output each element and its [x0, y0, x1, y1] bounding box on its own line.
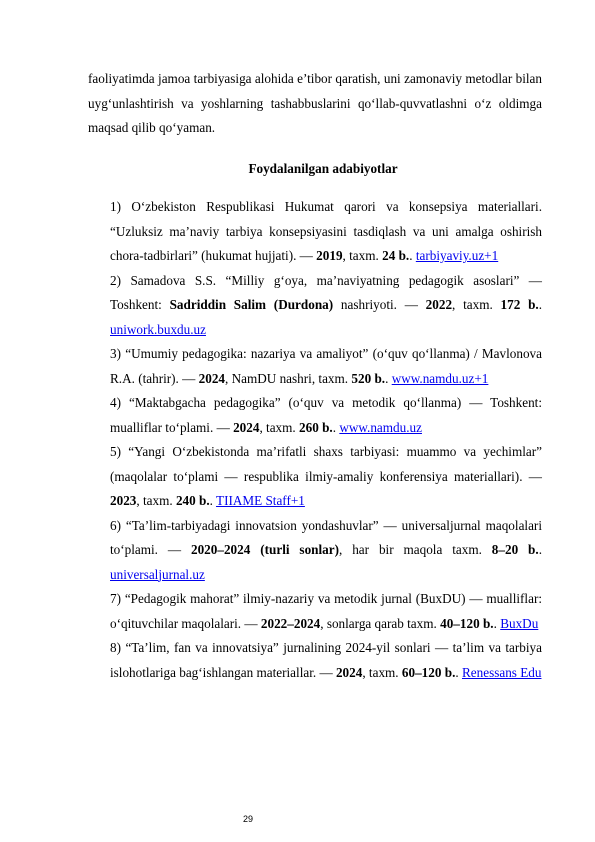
reference-number: 3)	[110, 346, 121, 361]
reference-number: 4)	[110, 395, 121, 410]
reference-number: 5)	[110, 444, 121, 459]
reference-link[interactable]: tarbiyaviy.uz+1	[415, 248, 499, 263]
page-number: 29	[243, 814, 254, 824]
reference-item-1: 1) O‘zbekiston Respublikasi Hukumat qarori va konsepsiya materiallari. “Uzluksiz ma’naviy tarbiya konsepsiyasini tasdiqlash va uni amalga oshirish chora-tadbirlari” (hukumat hujjati). — 2019, taxm. 24 b.. tarbiyaviy.uz+1	[110, 199, 542, 263]
reference-link[interactable]: uniwork.buxdu.uz	[110, 321, 206, 337]
reference-link[interactable]: TIIAME Staff+1	[216, 493, 305, 508]
reference-link[interactable]: universaljurnal.uz	[110, 566, 205, 582]
reference-item-4: 4) “Maktabgacha pedagogika” (o‘quv va metodik qo‘llanma) — Toshkent: mualliflar to‘plami. — 2024, taxm. 260 b.. www.namdu.uz	[110, 395, 543, 435]
reference-link[interactable]: www.namdu.uz	[339, 419, 422, 435]
reference-number: 8)	[110, 640, 121, 655]
reference-item-6: 6) “Ta’lim-tarbiyadagi innovatsion yondashuvlar” — universaljurnal maqolalari to‘plami. — 2020–2024 (turli sonlar), har bir maqola taxm. 8–20 b.. universaljurnal.uz	[110, 517, 542, 582]
references-list	[102, 195, 542, 685]
reference-item-8: 8) “Ta’lim, fan va innovatsiya” jurnalining 2024-yil sonlari — ta’lim va tarbiya islohotlariga bag‘ishlangan materiallar. — 2024, taxm. 60–120 b.. Renessans Edu	[110, 640, 542, 680]
reference-item-3: 3) “Umumiy pedagogika: nazariya va amaliyot” (o‘quv qo‘llanma) / Mavlonova R.A. (tahrir). — 2024, NamDU nashri, taxm. 520 b.. www.namdu.uz+1	[110, 346, 542, 386]
reference-item-2: 2) Samadova S.S. “Milliy g‘oya, ma’naviyatning pedagogik asoslari” — Toshkent: Sadriddin Salim (Durdona) nashriyoti. — 2022, taxm. 172 b.. uniwork.buxdu.uz	[110, 272, 542, 337]
reference-number: 1)	[110, 199, 121, 214]
reference-item-5: 5) “Yangi O‘zbekistonda ma’rifatli shaxs tarbiyasi: muammo va yechimlar” (maqolalar to‘plami — respublika ilmiy-amaliy konferensiya materiallari). — 2023, taxm. 240 b.. TIIAME Staff+1	[110, 444, 542, 508]
intro-paragraph: faoliyatimda jamoa tarbiyasiga alohida e’tibor qaratish, uni zamonaviy metodlar bilan uyg‘unlashtirish va yoshlarning tashabbuslarini qo‘llab-quvvatlashni o‘z oldimga maqsad qilib qo‘yaman.	[88, 71, 542, 135]
reference-item-7: 7) “Pedagogik mahorat” ilmiy-nazariy va metodik jurnal (BuxDU) — mualliflar: o‘qituvchilar maqolalari. — 2022–2024, sonlarga qarab taxm. 40–120 b.. BuxDu	[110, 591, 542, 631]
reference-link[interactable]: Renessans Edu	[461, 664, 542, 680]
reference-number: 7)	[110, 591, 121, 606]
reference-link[interactable]: BuxDu	[500, 615, 539, 631]
references-heading: Foydalanilgan adabiyotlar	[248, 161, 398, 176]
reference-number: 6)	[110, 517, 121, 533]
reference-link[interactable]: www.namdu.uz+1	[391, 370, 489, 386]
reference-number: 2)	[110, 272, 121, 288]
